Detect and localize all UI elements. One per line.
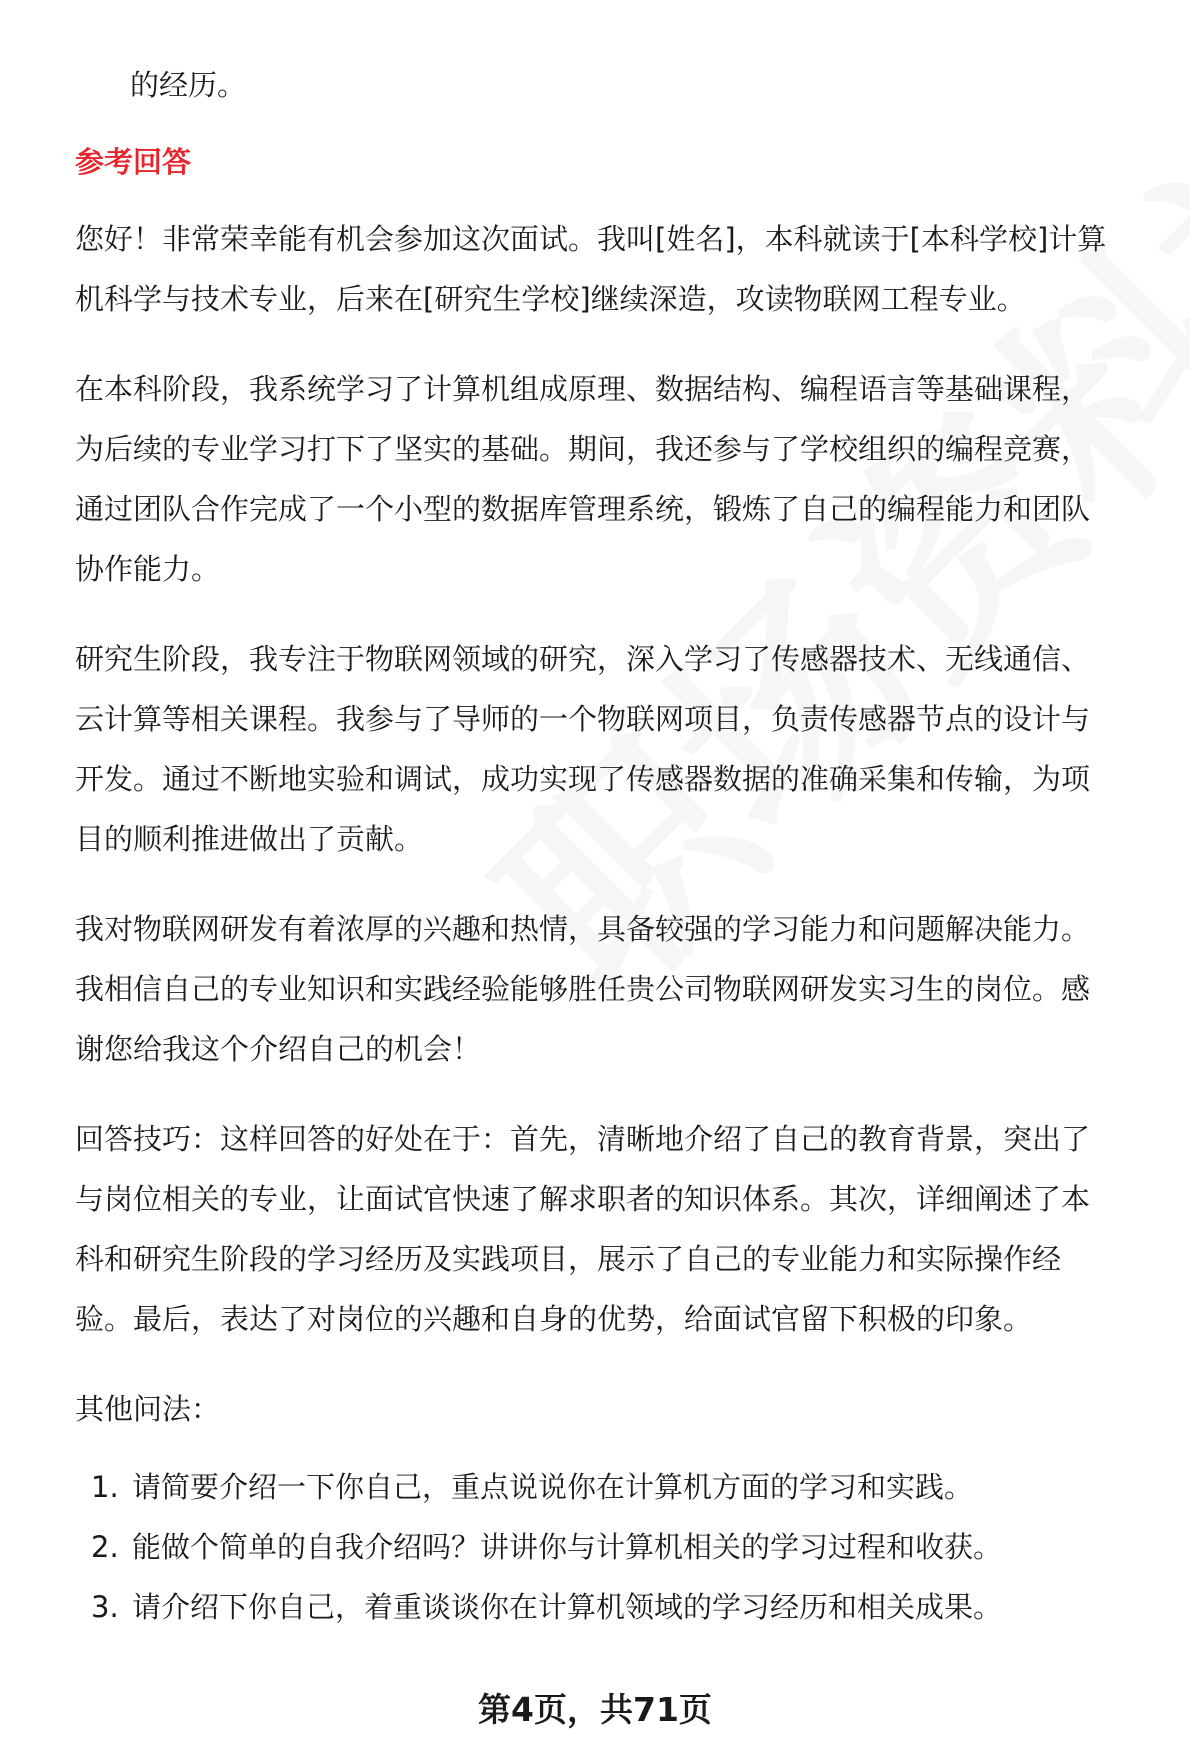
list-item (75, 1457, 1115, 1517)
section-title: 参考回答 (75, 145, 192, 179)
answer-paragraph-closing: 我对物联网研发有着浓厚的兴趣和热情，具备较强的学习能力和问题解决能力。我相信自己的专业知识和实践经验能够胜任贵公司物联网研发实习生的岗位。感谢您给我这个介绍自己的机会！ (75, 912, 1091, 1066)
list-item-number: 2. (91, 1530, 119, 1564)
list-item (75, 1577, 1115, 1637)
other-questions-label: 其他问法： (75, 1392, 221, 1426)
answer-paragraph-undergrad: 在本科阶段，我系统学习了计算机组成原理、数据结构、编程语言等基础课程，为后续的专业学习打下了坚实的基础。期间，我还参与了学校组织的编程竞赛，通过团队合作完成了一个小型的数据库管理系统，锻炼了自己的编程能力和团队协作能力。 (75, 372, 1091, 586)
answer-tips-paragraph: 回答技巧：这样回答的好处在于：首先，清晰地介绍了自己的教育背景，突出了与岗位相关的专业，让面试官快速了解求职者的知识体系。其次，详细阐述了本科和研究生阶段的学习经历及实践项目，展示了自己的专业能力和实际操作经验。最后，表达了对岗位的兴趣和自身的优势，给面试官留下积极的印象。 (75, 1122, 1091, 1336)
document-body (75, 55, 1115, 1637)
list-item-number: 1. (91, 1470, 119, 1504)
page-number-footer: 第4页，共71页 (478, 1690, 712, 1729)
list-item-text: 能做个简单的自我介绍吗？讲讲你与计算机相关的学习过程和收获。 (132, 1530, 1003, 1564)
answer-paragraph-graduate: 研究生阶段，我专注于物联网领域的研究，深入学习了传感器技术、无线通信、云计算等相关课程。我参与了导师的一个物联网项目，负责传感器节点的设计与开发。通过不断地实验和调试，成功实现了传感器数据的准确采集和传输，为项目的顺利推进做出了贡献。 (75, 642, 1091, 856)
list-item-number: 3. (91, 1590, 119, 1624)
list-item (75, 1517, 1115, 1577)
list-item-text: 请介绍下你自己，着重谈谈你在计算机领域的学习经历和相关成果。 (132, 1590, 1003, 1624)
list-item-text: 请简要介绍一下你自己，重点说说你在计算机方面的学习和实践。 (132, 1470, 974, 1504)
continuation-text: 的经历。 (130, 68, 247, 102)
answer-paragraph-intro: 您好！非常荣幸能有机会参加这次面试。我叫[姓名]，本科就读于[本科学校]计算机科学与技术专业，后来在[研究生学校]继续深造，攻读物联网工程专业。 (75, 222, 1107, 316)
other-questions-list (75, 1457, 1115, 1637)
